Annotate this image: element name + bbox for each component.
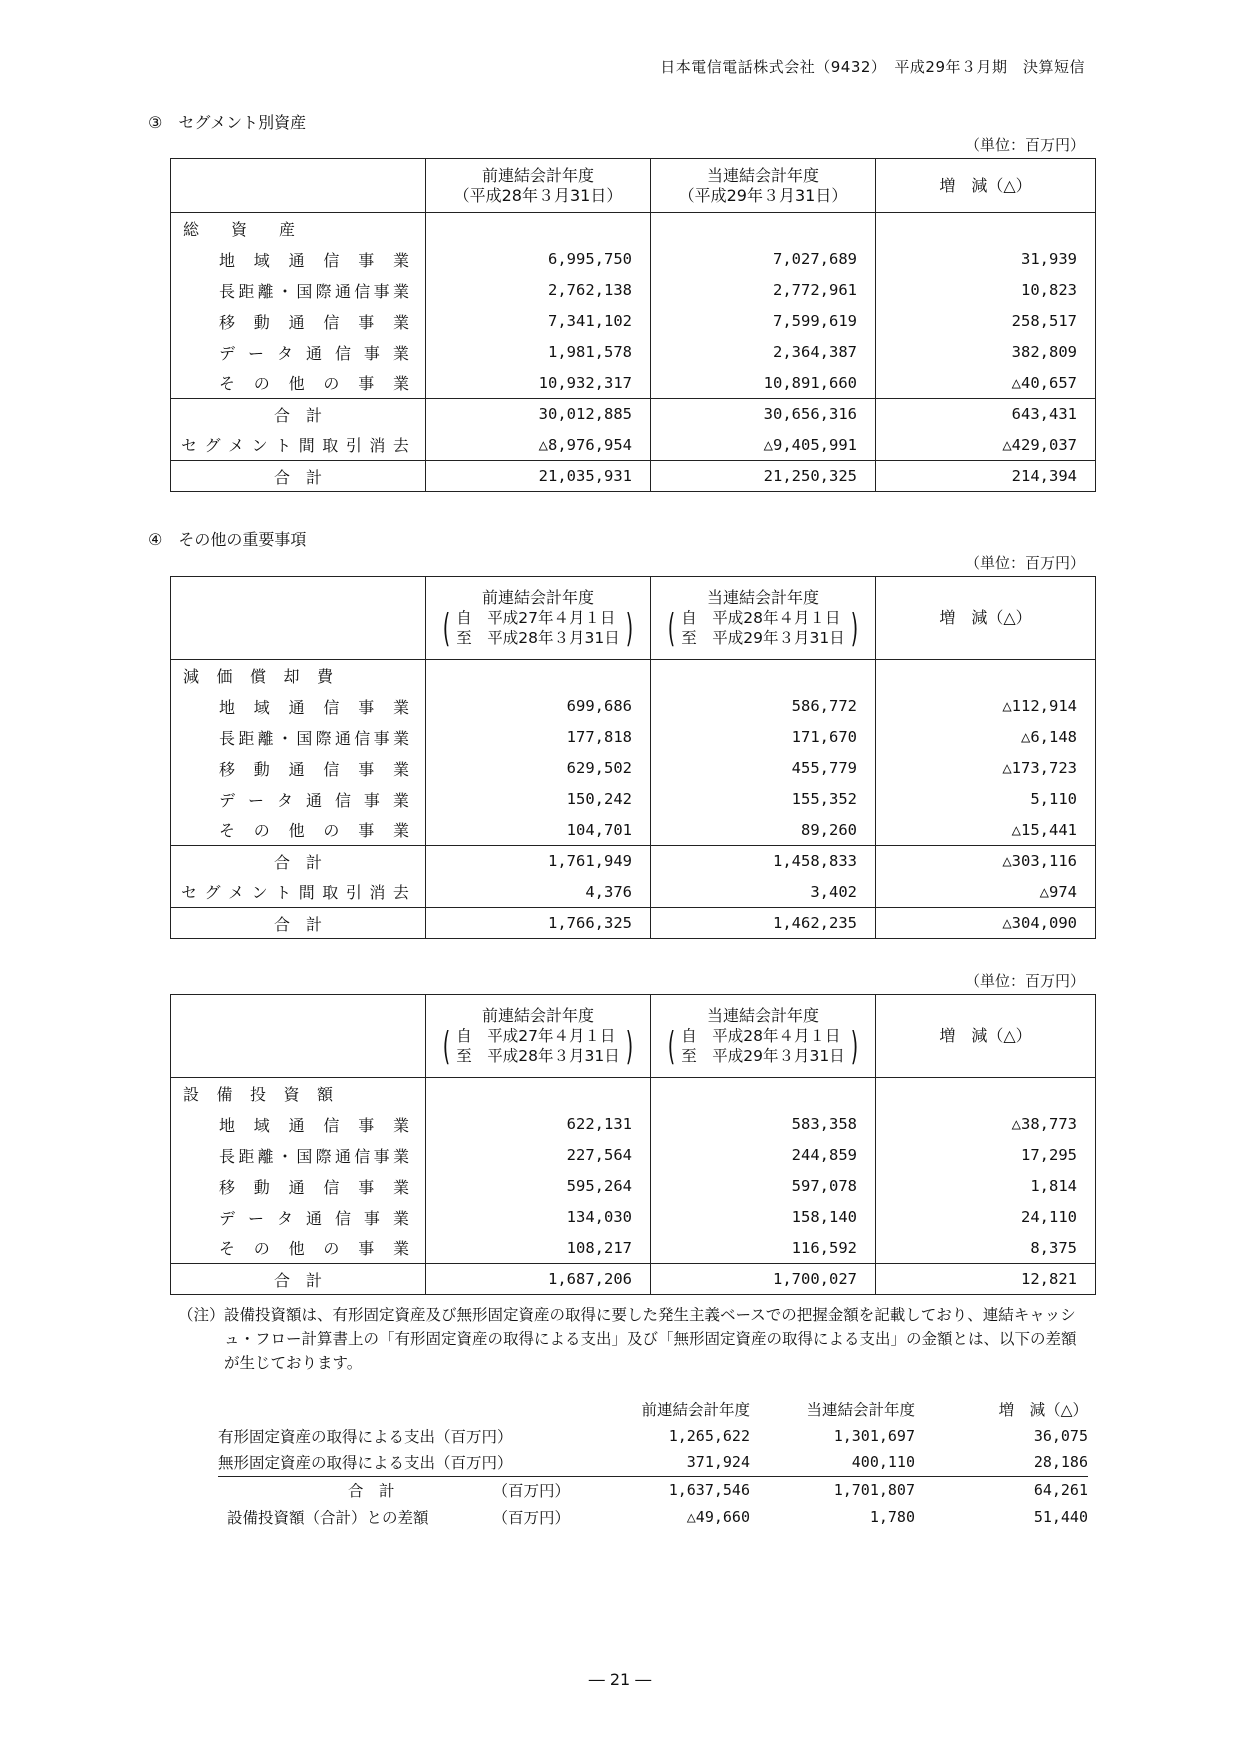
table-row	[171, 815, 1096, 846]
curr-value: 597,078	[651, 1171, 876, 1202]
change-value: 1,814	[876, 1171, 1096, 1202]
table-row: セ グ メ ン ト 間 取 引 消 去 △8,976,954 △9,405,991 △429,037	[171, 430, 1096, 461]
change-value: △38,773	[876, 1109, 1096, 1140]
segment-label: 移 動 通 信 事 業	[219, 312, 409, 332]
category-label: 総 資 産	[171, 213, 426, 244]
table-row	[171, 1233, 1096, 1264]
note-text: 設備投資額は、有形固定資産及び無形固定資産の取得に要した発生主義ベースでの把握金額を記載しており、連結キャッシュ・フロー計算書上の「有形固定資産の取得による支出」及び「無形固定資産の取得による支出」の金額とは、以下の差額が生じております。	[224, 1306, 1077, 1372]
table-row	[171, 1140, 1096, 1171]
header-blank	[171, 577, 426, 660]
prev-value: 227,564	[426, 1140, 651, 1171]
prev-value: 629,502	[426, 753, 651, 784]
unit-label: （単位：百万円）	[964, 972, 1085, 990]
header-change: 増 減（△）	[876, 577, 1096, 660]
depreciation-table	[170, 576, 1096, 939]
curr-value: 155,352	[651, 784, 876, 815]
change-value: 8,375	[876, 1233, 1096, 1264]
header-change: 増 減（△）	[876, 159, 1096, 213]
header-prev-year: 前連結会計年度 （平成28年３月31日）	[426, 159, 651, 213]
segment-label: デ ー タ 通 信 事 業	[219, 343, 409, 363]
capex-note	[178, 1303, 1088, 1375]
curr-value: 455,779	[651, 753, 876, 784]
prev-value: 7,341,102	[426, 306, 651, 337]
curr-value: 2,772,961	[651, 275, 876, 306]
curr-value: 10,891,660	[651, 368, 876, 399]
table-row	[171, 1109, 1096, 1140]
table-row: 合 計 1,761,949 1,458,833 △303,116	[171, 846, 1096, 877]
header-blank	[171, 995, 426, 1078]
segment-label: そ の 他 の 事 業	[219, 374, 409, 394]
elimination-label: セ グ メ ン ト 間 取 引 消 去	[181, 883, 409, 903]
prev-value: 2,762,138	[426, 275, 651, 306]
change-value: △112,914	[876, 691, 1096, 722]
prev-value: 622,131	[426, 1109, 651, 1140]
segment-label: 長 距 離 ・ 国 際 通 信 事 業	[219, 728, 409, 748]
change-value: 258,517	[876, 306, 1096, 337]
change-value: 10,823	[876, 275, 1096, 306]
recon-label: 無形固定資産の取得による支出（百万円）	[218, 1454, 513, 1473]
curr-value: 583,358	[651, 1109, 876, 1140]
table-row: 有形固定資産の取得による支出（百万円） 1,265,622 1,301,697 36,075	[218, 1422, 1088, 1449]
capex-table	[170, 994, 1096, 1295]
section-title-other-items: ④ その他の重要事項	[148, 530, 307, 549]
page-number: ― 21 ―	[588, 1670, 652, 1689]
change-value: 17,295	[876, 1140, 1096, 1171]
header-curr-period: 当連結会計年度 ( 自 平成28年４月１日 至 平成29年３月31日 )	[651, 995, 876, 1078]
change-value: 31,939	[876, 244, 1096, 275]
table-row	[171, 1171, 1096, 1202]
segment-label: デ ー タ 通 信 事 業	[219, 790, 409, 810]
curr-value: 171,670	[651, 722, 876, 753]
segment-label: 地 域 通 信 事 業	[219, 1115, 409, 1135]
prev-value: 699,686	[426, 691, 651, 722]
note-label: （注）	[178, 1306, 225, 1324]
unit-label: （単位：百万円）	[964, 554, 1085, 572]
table-row: 合 計 30,012,885 30,656,316 643,431	[171, 399, 1096, 430]
table-row: 合 計 1,687,206 1,700,027 12,821	[171, 1264, 1096, 1295]
prev-value: 177,818	[426, 722, 651, 753]
table-row: 前連結会計年度 当連結会計年度 増 減（△）	[641, 1400, 1088, 1419]
curr-value: 2,364,387	[651, 337, 876, 368]
segment-label: 長 距 離 ・ 国 際 通 信 事 業	[219, 281, 409, 301]
header-curr-year: 当連結会計年度 （平成29年３月31日）	[651, 159, 876, 213]
segment-label: デ ー タ 通 信 事 業	[219, 1208, 409, 1228]
segment-label: そ の 他 の 事 業	[219, 1239, 409, 1259]
table-row	[171, 306, 1096, 337]
table-row	[171, 337, 1096, 368]
curr-value: 89,260	[651, 815, 876, 846]
segment-label: 長 距 離 ・ 国 際 通 信 事 業	[219, 1146, 409, 1166]
table-row	[171, 244, 1096, 275]
prev-value: 595,264	[426, 1171, 651, 1202]
header-change: 増 減（△）	[876, 995, 1096, 1078]
change-value: △6,148	[876, 722, 1096, 753]
prev-value: 104,701	[426, 815, 651, 846]
curr-value: 7,599,619	[651, 306, 876, 337]
table-row	[171, 275, 1096, 306]
change-value: △173,723	[876, 753, 1096, 784]
reconciliation-table	[218, 1395, 1088, 1530]
table-row	[171, 753, 1096, 784]
category-label: 減 価 償 却 費	[171, 660, 426, 691]
curr-value: 7,027,689	[651, 244, 876, 275]
table-row	[171, 368, 1096, 399]
prev-value: 134,030	[426, 1202, 651, 1233]
change-value: 24,110	[876, 1202, 1096, 1233]
table-row: 合 計 1,766,325 1,462,235 △304,090	[171, 908, 1096, 939]
segment-label: 移 動 通 信 事 業	[219, 759, 409, 779]
table-row: セ グ メ ン ト 間 取 引 消 去 4,376 3,402 △974	[171, 877, 1096, 908]
change-value: △40,657	[876, 368, 1096, 399]
table-row	[171, 784, 1096, 815]
prev-value: 6,995,750	[426, 244, 651, 275]
recon-label: 有形固定資産の取得による支出（百万円）	[218, 1427, 513, 1446]
table-row: 合 計 （百万円） 1,637,546 1,701,807 64,261	[218, 1476, 1088, 1503]
curr-value: 116,592	[651, 1233, 876, 1264]
section-title-segment-assets: ③ セグメント別資産	[148, 113, 307, 132]
curr-value: 586,772	[651, 691, 876, 722]
table-row: 設備投資額（合計）との差額 （百万円） △49,660 1,780 51,440	[227, 1507, 1088, 1527]
table-row: 無形固定資産の取得による支出（百万円） 371,924 400,110 28,186	[218, 1449, 1088, 1476]
segment-label: 地 域 通 信 事 業	[219, 697, 409, 717]
table-row: 合 計 21,035,931 21,250,325 214,394	[171, 461, 1096, 492]
unit-label: （単位：百万円）	[964, 136, 1085, 154]
table-row	[171, 691, 1096, 722]
change-value: 382,809	[876, 337, 1096, 368]
segment-label: 移 動 通 信 事 業	[219, 1177, 409, 1197]
header-blank	[171, 159, 426, 213]
change-value: 5,110	[876, 784, 1096, 815]
segment-label: そ の 他 の 事 業	[219, 821, 409, 841]
company-header: 日本電信電話株式会社（9432） 平成29年３月期 決算短信	[660, 58, 1085, 76]
prev-value: 1,981,578	[426, 337, 651, 368]
curr-value: 158,140	[651, 1202, 876, 1233]
header-prev-period: 前連結会計年度 ( 自 平成27年４月１日 至 平成28年３月31日 )	[426, 577, 651, 660]
category-label: 設 備 投 資 額	[171, 1078, 426, 1109]
prev-value: 108,217	[426, 1233, 651, 1264]
elimination-label: セ グ メ ン ト 間 取 引 消 去	[181, 436, 409, 456]
curr-value: 244,859	[651, 1140, 876, 1171]
segment-label: 地 域 通 信 事 業	[219, 250, 409, 270]
table-row	[171, 1202, 1096, 1233]
prev-value: 150,242	[426, 784, 651, 815]
segment-assets-table	[170, 158, 1096, 492]
table-row	[171, 722, 1096, 753]
change-value: △15,441	[876, 815, 1096, 846]
prev-value: 10,932,317	[426, 368, 651, 399]
header-curr-period: 当連結会計年度 ( 自 平成28年４月１日 至 平成29年３月31日 )	[651, 577, 876, 660]
header-prev-period: 前連結会計年度 ( 自 平成27年４月１日 至 平成28年３月31日 )	[426, 995, 651, 1078]
